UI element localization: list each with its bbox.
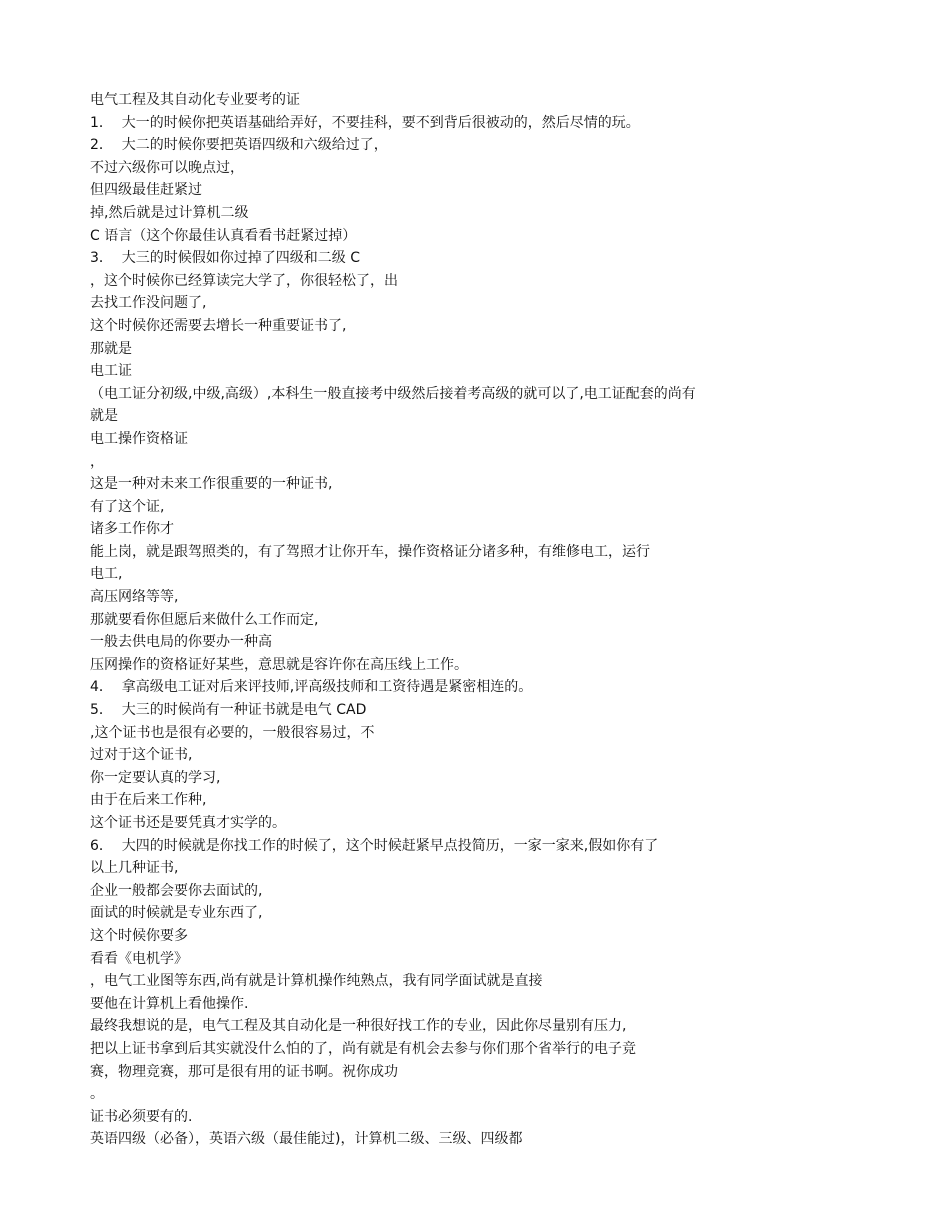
text-line: 6． 大四的时候就是你找工作的时候了，这个时候赶紧早点投简历，一家一家来,假如你有了 [90,837,659,854]
text-line: 3． 大三的时候假如你过掉了四级和二级 C [90,250,361,267]
text-line: 掉,然后就是过计算机二级 [90,204,249,221]
text-line: 4． 拿高级电工证对后来评技师,评高级技师和工资待遇是紧密相连的。 [90,679,533,696]
text-line: 那就是 [90,340,132,357]
text-line: 要他在计算机上看他操作. [90,995,249,1012]
text-line: 这个证书还是要凭真才实学的。 [90,815,286,831]
text-line: 2． 大二的时候你要把英语四级和六级给过了， [90,137,388,154]
text-line: 过对于这个证书, [90,747,193,764]
text-line: 英语四级（必备），英语六级（最佳能过)，计算机二级、三级、四级都 [90,1131,523,1148]
text-line: 最终我想说的是，电气工程及其自动化是一种很好找工作的专业，因此你尽量别有压力, [90,1018,627,1035]
text-line: 这是一种对未来工作很重要的一种证书, [90,476,333,493]
text-line: 电工操作资格证 [90,430,188,447]
text-line: 但四级最佳赶紧过 [90,182,202,199]
text-line: 以上几种证书, [90,860,179,877]
text-line: 由于在后来工作种, [90,792,207,809]
text-line: 这个时候你还需要去增长一种重要证书了, [90,317,347,334]
text-line: 企业一般都会要你去面试的, [90,882,263,899]
text-line: 电工证 [90,363,132,380]
text-line: 就是 [90,408,118,425]
text-line: 去找工作没问题了, [90,295,207,312]
text-line: 1． 大一的时候你把英语基础给弄好，不要挂科，要不到背后很被动的，然后尽情的玩。 [90,114,640,131]
text-line: ，这个时候你已经算读完大学了，你很轻松了，出 [90,272,398,289]
text-line: 面试的时候就是专业东西了, [90,905,263,922]
text-line: 电工, [90,566,123,583]
text-line: ,这个证书也是很有必要的，一般很容易过，不 [90,724,375,741]
text-line: 能上岗，就是跟驾照类的，有了驾照才让你开车，操作资格证分诸多种，有维修电工，运行 [90,543,650,560]
text-line: 诸多工作你才 [90,521,174,538]
document-title: 电气工程及其自动化专业要考的证 [90,92,300,108]
text-line: 高压网络等等, [90,589,179,606]
text-line: 证书必须要有的. [90,1108,193,1125]
text-line: 你一定要认真的学习, [90,769,221,786]
text-line: 看看《电机学》 [90,950,188,967]
text-line: 那就要看你但愿后来做什么工作而定, [90,611,319,628]
document-page [90,89,910,1151]
text-line: 赛，物理竞赛，那可是很有用的证书啊。祝你成功 [90,1063,398,1080]
text-line: 压网操作的资格证好某些，意思就是容许你在高压线上工作。 [90,656,468,673]
text-line: C 语言（这个你最佳认真看看书赶紧过掉） [90,227,357,244]
text-line: 这个时候你要多 [90,927,188,944]
text-line: ，电气工业图等东西,尚有就是计算机操作纯熟点，我有同学面试就是直接 [90,973,543,990]
text-line: （电工证分初级,中级,高级）,本科生一般直接考中级然后接着考高级的就可以了,电工证配套的尚有 [90,385,696,402]
text-line: 。 [90,1086,104,1103]
text-line: 一般去供电局的你要办一种高 [90,634,272,651]
text-line: 5． 大三的时候尚有一种证书就是电气 CAD [90,702,367,719]
text-line: 有了这个证, [90,498,165,515]
text-line: 把以上证书拿到后其实就没什么怕的了，尚有就是有机会去参与你们那个省举行的电子竞 [90,1040,636,1057]
text-line: ， [90,453,104,470]
text-line: 不过六级你可以晚点过， [90,159,244,176]
